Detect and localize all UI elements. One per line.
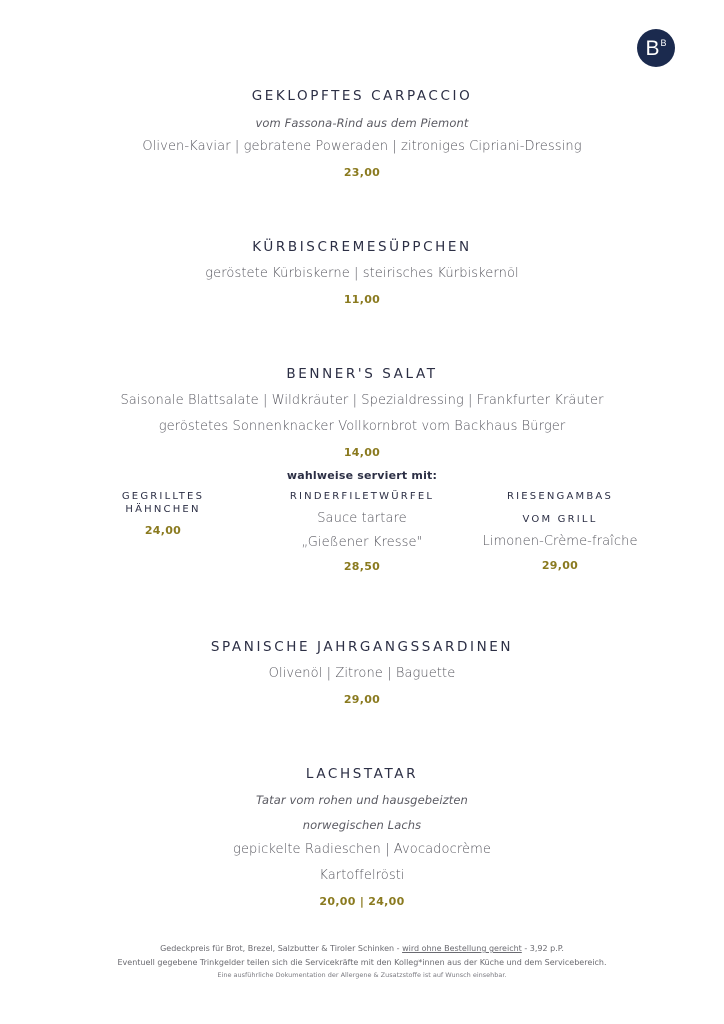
item-description: geröstete Kürbiskerne | steirisches Kürbiskernöl	[205, 266, 519, 281]
item-title: BENNER'S SALAT	[286, 366, 438, 382]
item-title: GEKLOPFTES CARPACCIO	[251, 88, 473, 104]
option-title-2: VOM GRILL	[522, 514, 598, 525]
option-price: 24,00	[144, 524, 182, 537]
item-subtitle: vom Fassona-Rind aus dem Piemont	[255, 116, 469, 130]
option-beef	[272, 491, 452, 573]
item-price: 23,00	[343, 166, 381, 179]
item-price: 11,00	[343, 293, 381, 306]
item-price: 29,00	[343, 693, 381, 706]
option-line-1: Limonen-Crème-fraîche	[482, 534, 638, 549]
footer-text: Gedeckpreis für Brot, Brezel, Salzbutter & Tiroler Schinken -	[160, 944, 403, 953]
footer-text: - 3,92 p.P.	[521, 944, 564, 953]
option-price: 28,50	[343, 560, 381, 573]
item-subtitle: Tatar vom rohen und hausgebeizten	[256, 793, 468, 807]
brand-logo	[637, 29, 675, 67]
option-title: RINDERFILETWÜRFEL	[289, 491, 435, 502]
item-description-2: geröstetes Sonnenknacker Vollkornbrot vom Backhaus Bürger	[158, 419, 566, 434]
item-subtitle-2: norwegischen Lachs	[302, 818, 422, 832]
options-label: wahlweise serviert mit:	[286, 469, 438, 482]
item-title: SPANISCHE JAHRGANGSSARDINEN	[210, 639, 514, 655]
item-price: 14,00	[343, 446, 381, 459]
option-chicken	[103, 491, 223, 537]
option-gambas	[480, 491, 640, 572]
item-description: Saisonale Blattsalate | Wildkräuter | Spezialdressing | Frankfurter Kräuter	[120, 393, 604, 408]
footer-cover-charge	[0, 944, 724, 953]
option-price: 29,00	[541, 559, 579, 572]
footer-underlined: wird ohne Bestellung gereicht	[402, 944, 522, 953]
option-line-2: „Gießener Kresse"	[301, 535, 423, 550]
item-description: gepickelte Radieschen | Avocadocrème	[233, 842, 491, 857]
option-line-1: Sauce tartare	[317, 511, 407, 526]
logo-letter-small: B	[660, 38, 667, 48]
item-description: Oliven-Kaviar | gebratene Poweraden | zitroniges Cipriani-Dressing	[142, 139, 582, 154]
footer-tips: Eventuell gegebene Trinkgelder teilen sich die Servicekräfte mit den Kolleg*innen aus der Küche und dem Servicebereich.	[117, 958, 607, 967]
item-description-2: Kartoffelrösti	[319, 868, 405, 883]
item-description: Olivenöl | Zitrone | Baguette	[268, 666, 456, 681]
option-title: GEGRILLTES	[121, 491, 205, 502]
option-title-2: HÄHNCHEN	[125, 504, 201, 515]
footer-allergens: Eine ausführliche Dokumentation der Allergene & Zusatzstoffe ist auf Wunsch einsehbar.	[217, 971, 507, 979]
item-price: 20,00 | 24,00	[319, 895, 405, 908]
item-title: LACHSTATAR	[305, 766, 419, 782]
option-title: RIESENGAMBAS	[506, 491, 614, 502]
logo-letter-big: B	[645, 36, 660, 60]
item-title: KÜRBISCREMESÜPPCHEN	[252, 239, 472, 255]
